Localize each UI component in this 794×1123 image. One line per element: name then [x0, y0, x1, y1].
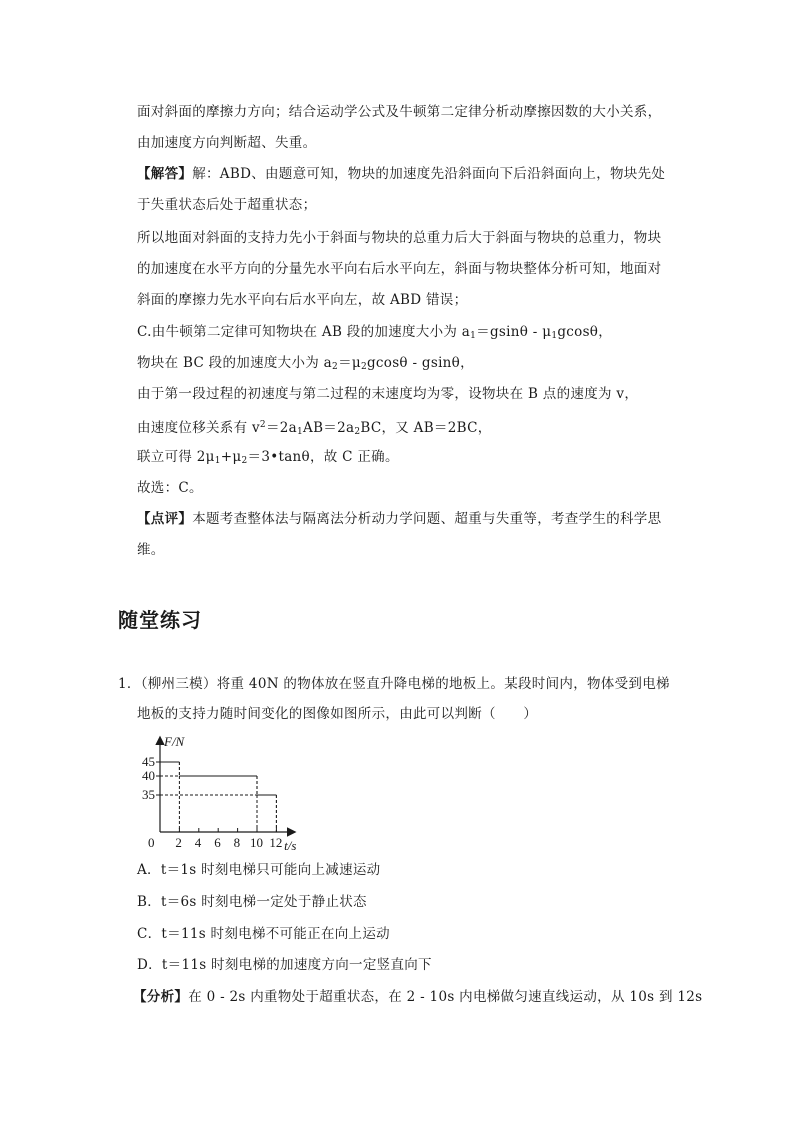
- origin-label: 0: [148, 835, 155, 850]
- eq-text: 由速度位移关系有 v: [137, 420, 260, 436]
- subscript: 2: [241, 456, 248, 466]
- eq-text: ＝μ: [338, 355, 361, 371]
- x-tick-label: 6: [214, 835, 221, 850]
- solution-line-12: [137, 447, 399, 471]
- subscript: 2: [360, 362, 367, 372]
- eq-text: 物块在 BC 段的加速度大小为 a: [137, 355, 333, 371]
- comment-text: 本题考查整体法与隔离法分析动力学问题、超重与失重等，考查学生的科学思: [192, 511, 662, 527]
- solution-line-9: [137, 353, 474, 377]
- y-axis-label: F/N: [164, 734, 185, 749]
- x-tick-label: 4: [194, 835, 202, 850]
- subscript: 1: [297, 427, 304, 437]
- option-a: A．t＝1s 时刻电梯只可能向上减速运动: [137, 862, 381, 878]
- subscript: 2: [354, 427, 361, 437]
- question-line-1: 1．（柳州三模）将重 40N 的物体放在竖直升降电梯的地板上。某段时间内，物体受到电梯: [118, 676, 670, 692]
- subscript: 2: [332, 362, 339, 372]
- x-tick-label: 8: [233, 835, 241, 850]
- analysis-line: [133, 987, 702, 1007]
- x-tick-label: 10: [250, 835, 263, 850]
- eq-text: BC，又 AB＝2BC，: [360, 420, 492, 436]
- solution-line-1: 面对斜面的摩擦力方向；结合运动学公式及牛顿第二定律分析动摩擦因数的大小关系，: [137, 104, 662, 120]
- solution-line-2: 由加速度方向判断超、失重。: [137, 135, 317, 151]
- solution-line-5: 所以地面对斜面的支持力先小于斜面与物块的总重力后大于斜面与物块的总重力，物块: [137, 230, 662, 246]
- answer-tag: 【解答】: [137, 166, 193, 182]
- x-axis-label: t/s: [284, 838, 297, 853]
- force-time-chart: [140, 728, 340, 853]
- eq-text: gcosθ，: [557, 324, 613, 340]
- solution-line-6: 的加速度在水平方向的分量先水平向右后水平向左，斜面与物块整体分析可知，地面对: [137, 261, 662, 277]
- subscript: 1: [470, 331, 477, 341]
- analysis-text: 在 0 - 2s 内重物处于超重状态，在 2 - 10s 内电梯做匀速直线运动，从 10s 到 12s: [188, 989, 703, 1005]
- solution-line-8: [137, 322, 612, 346]
- eq-text: +μ: [220, 449, 242, 465]
- solution-line-4: 于失重状态后处于超重状态；: [137, 197, 317, 213]
- comment-tag: 【点评】: [137, 511, 193, 527]
- section-title: 随堂练习: [118, 608, 202, 632]
- eq-text: 联立可得 2μ: [137, 449, 215, 465]
- y-tick-label: 45: [142, 754, 155, 769]
- solution-line-7: 斜面的摩擦力先水平向右后水平向左，故 ABD 错误；: [137, 292, 468, 308]
- y-tick-label: 40: [142, 768, 155, 783]
- eq-text: ＝gsinθ - μ: [476, 324, 552, 340]
- option-b: B．t＝6s 时刻电梯一定处于静止状态: [137, 894, 367, 910]
- option-d: D．t＝11s 时刻电梯的加速度方向一定竖直向下: [137, 957, 432, 973]
- solution-line-15: 维。: [137, 542, 165, 558]
- question-line-2: 地板的支持力随时间变化的图像如图所示，由此可以判断（ ）: [137, 706, 538, 722]
- solution-line-14: [137, 509, 661, 529]
- eq-text: C.由牛顿第二定律可知物块在 AB 段的加速度大小为 a: [137, 324, 471, 340]
- eq-text: ＝3•tanθ，故 C 正确。: [247, 449, 399, 465]
- superscript: 2: [259, 420, 266, 430]
- eq-text: gcosθ - gsinθ，: [366, 355, 474, 371]
- subscript: 1: [214, 456, 221, 466]
- eq-text: ＝2a: [265, 420, 297, 436]
- answer-text: 解：ABD、由题意可知，物块的加速度先沿斜面向下后沿斜面向上，物块先处: [192, 166, 666, 182]
- solution-line-13: 故选：C。: [137, 480, 203, 496]
- solution-line-10: 由于第一段过程的初速度与第二过程的末速度均为零，设物块在 B 点的速度为 v，: [137, 386, 639, 402]
- solution-line-11: [137, 415, 492, 442]
- analysis-tag: 【分析】: [133, 989, 189, 1005]
- x-tick-label: 12: [269, 835, 283, 850]
- solution-line-3: [137, 164, 665, 184]
- subscript: 1: [551, 331, 558, 341]
- eq-text: AB＝2a: [303, 420, 355, 436]
- option-c: C．t＝11s 时刻电梯不可能正在向上运动: [137, 926, 390, 942]
- y-tick-label: 35: [142, 787, 155, 802]
- x-tick-label: 2: [175, 835, 182, 850]
